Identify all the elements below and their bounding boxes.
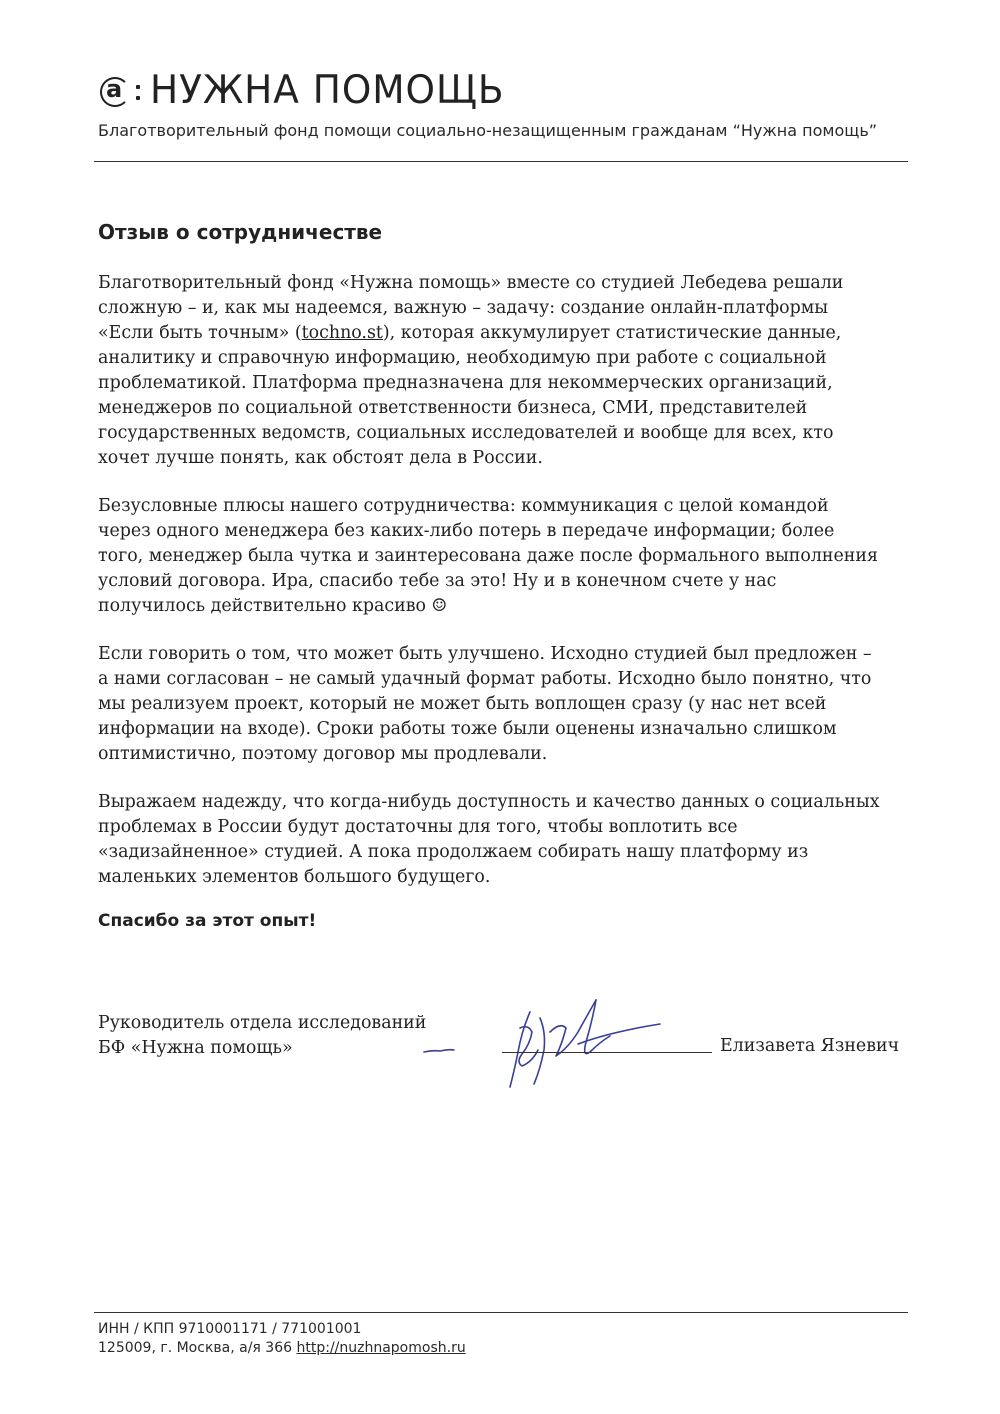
tochno-link[interactable]: tochno.st [301,323,383,343]
paragraph-line: сложную – и, как мы надеемся, важную – задачу: создание онлайн-платформы [98,298,829,318]
footer-inn: ИНН / КПП 9710001171 / 771001001 [98,1321,362,1337]
paragraph-line: «Если быть точным» (tochno.st), которая аккумулирует статистические данные, [98,323,842,343]
handwritten-signature [410,992,670,1102]
header-logo [98,66,519,116]
paragraph-line: а нами согласован – не самый удачный формат работы. Исходно было понятно, что [98,669,872,689]
org-name: НУЖНА ПОМОЩЬ [150,68,505,113]
signature-line [502,1052,712,1053]
paragraph-line: мы реализуем проект, который не может быть воплощен сразу (у нас нет всей [98,694,827,714]
closing-line: Спасибо за этот опыт! [98,911,317,931]
paragraph-line: хочет лучше понять, как обстоят дела в России. [98,448,543,468]
footer-divider [94,1312,908,1313]
paragraph-line: информации на входе). Сроки работы тоже были оценены изначально слишком [98,719,837,739]
role-line: БФ «Нужна помощь» [98,1038,293,1058]
paragraph-line: аналитику и справочную информацию, необходимую при работе с социальной [98,348,827,368]
letter-title: Отзыв о сотрудничестве [98,220,383,244]
footer-address-line [98,1339,466,1358]
paragraph-pros [98,494,918,619]
paragraph-line: оптимистично, поэтому договор мы продлевали. [98,744,548,764]
paragraph-improvements [98,642,918,767]
signatory-name: Елизавета Язневич [720,1036,900,1056]
paragraph-line: «задизайненное» студией. А пока продолжаем собирать нашу платформу из [98,842,809,862]
header-divider [94,161,908,162]
paragraph-line: получилось действительно красиво ☺ [98,596,448,616]
paragraph-line: Благотворительный фонд «Нужна помощь» вместе со студией Лебедева решали [98,273,844,293]
paragraph-hope [98,790,918,890]
paragraph-line: Выражаем надежду, что когда-нибудь доступность и качество данных о социальных [98,792,880,812]
paragraph-line: условий договора. Ира, спасибо тебе за это! Ну и в конечном счете у нас [98,571,777,591]
paragraph-line: маленьких элементов большого будущего. [98,867,491,887]
paragraph-line: Если говорить о том, что может быть улучшено. Исходно студией был предложен – [98,644,872,664]
at-sign-logo-icon: a [98,69,148,113]
paragraph-line: Безусловные плюсы нашего сотрудничества: коммуникация с целой командой [98,496,829,516]
paragraph-line: через одного менеджера без каких-либо потерь в передаче информации; более [98,521,835,541]
paragraph-line: проблемах в России будут достаточны для того, чтобы воплотить все [98,817,738,837]
paragraph-line: менеджеров по социальной ответственности бизнеса, СМИ, представителей [98,398,808,418]
paragraph-line: государственных ведомств, социальных исследователей и вообще для всех, кто [98,423,834,443]
footer-website-link[interactable]: http://nuzhnapomosh.ru [296,1340,466,1356]
footer [98,1320,466,1358]
footer-address: 125009, г. Москва, а/я 366 [98,1340,293,1356]
org-subtitle: Благотворительный фонд помощи социально-незащищенным гражданам “Нужна помощь” [98,121,878,140]
paragraph-line: того, менеджер была чутка и заинтересована даже после формального выполнения [98,546,878,566]
paragraph-line: проблематикой. Платформа предназначена для некоммерческих организаций, [98,373,833,393]
signatory-role [98,1011,426,1061]
role-line: Руководитель отдела исследований [98,1013,427,1033]
paragraph-intro [98,271,918,471]
